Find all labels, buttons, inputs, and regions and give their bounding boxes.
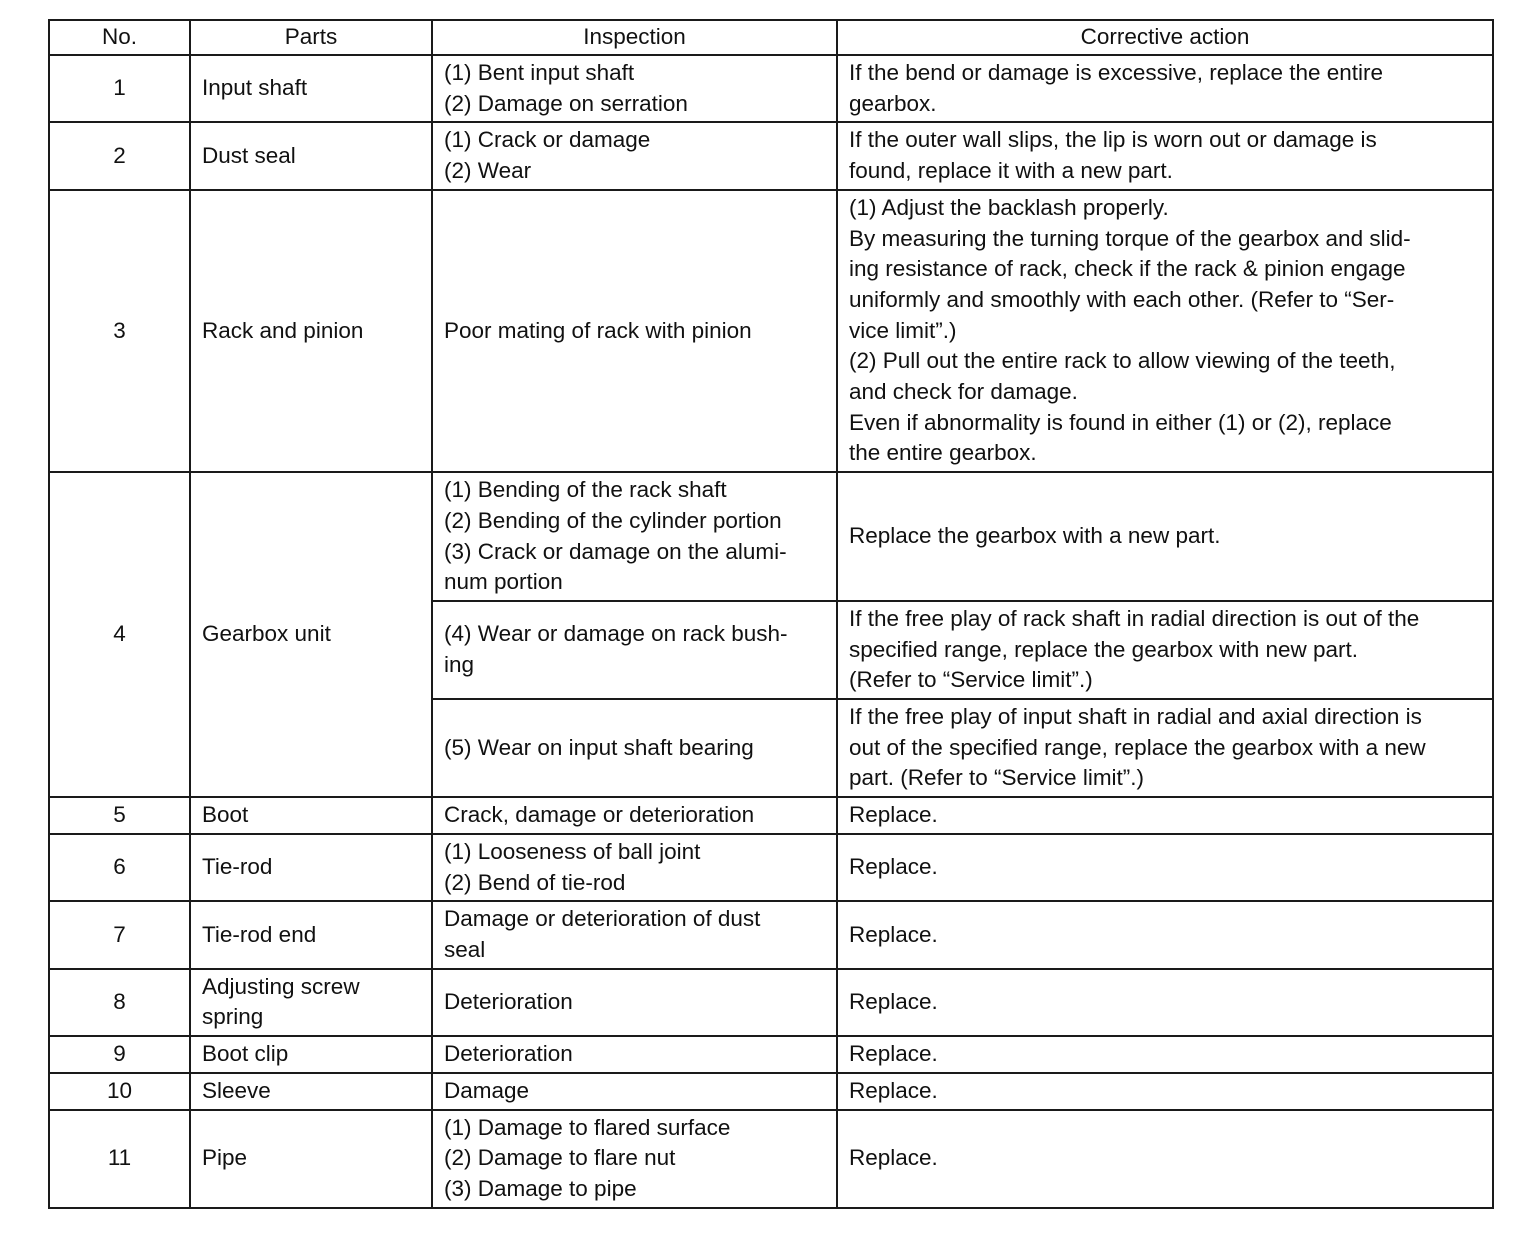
row-number: 9	[49, 1036, 190, 1073]
inspection-cell-line: (3) Damage to pipe	[444, 1175, 637, 1201]
corrective-action-cell-line: ing resistance of rack, check if the rack & pinion engage	[849, 256, 1406, 282]
corrective-action-cell-line: Replace.	[849, 921, 938, 947]
inspection-cell	[432, 122, 837, 189]
inspection-cell-line: Damage	[444, 1077, 530, 1103]
inspection-cell-line: (2) Bend of tie-rod	[444, 869, 626, 895]
part-name-line: Boot	[202, 802, 249, 828]
part-name-line: spring	[202, 1004, 264, 1030]
corrective-action-cell-line: By measuring the turning torque of the gearbox and slid-	[849, 225, 1411, 251]
inspection-cell	[432, 190, 837, 472]
part-name-line: Boot clip	[202, 1041, 289, 1067]
inspection-cell-line: Crack, damage or deterioration	[444, 802, 755, 828]
inspection-cell-line: num portion	[444, 569, 563, 595]
corrective-action-cell-line: Replace.	[849, 1077, 938, 1103]
inspection-cell	[432, 472, 837, 601]
inspection-cell-line: (2) Wear	[444, 158, 532, 184]
inspection-cell-line: (4) Wear or damage on rack bush-	[444, 621, 788, 647]
inspection-cell-line: (3) Crack or damage on the alumi-	[444, 538, 787, 564]
table-row	[49, 1073, 1493, 1110]
header-row	[49, 20, 1493, 55]
row-number: 4	[49, 472, 190, 797]
part-name	[190, 55, 432, 122]
inspection-cell	[432, 699, 837, 797]
inspection-cell	[432, 1073, 837, 1110]
part-name-line: Tie-rod	[202, 854, 273, 880]
part-name	[190, 797, 432, 834]
inspection-cell-line: (1) Damage to flared surface	[444, 1114, 731, 1140]
part-name-line: Dust seal	[202, 142, 296, 168]
inspection-cell-line: Poor mating of rack with pinion	[444, 317, 752, 343]
inspection-cell	[432, 1036, 837, 1073]
table-row	[49, 190, 1493, 472]
part-name	[190, 1073, 432, 1110]
inspection-cell-line: Damage or deterioration of dust	[444, 906, 761, 932]
inspection-table	[48, 19, 1494, 1209]
corrective-action-cell	[837, 901, 1493, 968]
corrective-action-cell	[837, 699, 1493, 797]
corrective-action-cell-line: If the bend or damage is excessive, replace the entire	[849, 60, 1384, 85]
part-name	[190, 190, 432, 472]
corrective-action-cell-line: and check for damage.	[849, 379, 1078, 405]
corrective-action-cell-line: (1) Adjust the backlash properly.	[849, 194, 1169, 220]
part-name-line: Pipe	[202, 1145, 248, 1171]
table-row	[49, 122, 1493, 189]
header-inspection: Inspection	[432, 20, 837, 55]
part-name-line: Tie-rod end	[202, 921, 317, 947]
inspection-cell	[432, 797, 837, 834]
part-name	[190, 1110, 432, 1208]
corrective-action-cell	[837, 55, 1493, 122]
corrective-action-cell-line: out of the specified range, replace the gearbox with a new	[849, 734, 1426, 760]
inspection-cell-line: Deterioration	[444, 989, 573, 1015]
row-number: 10	[49, 1073, 190, 1110]
inspection-cell-line: (1) Looseness of ball joint	[444, 838, 701, 864]
table-row	[49, 969, 1493, 1036]
inspection-cell-line: (2) Damage to flare nut	[444, 1145, 676, 1171]
row-number: 3	[49, 190, 190, 472]
part-name-line: Adjusting screw	[202, 973, 360, 999]
row-number: 1	[49, 55, 190, 122]
corrective-action-cell	[837, 190, 1493, 472]
corrective-action-cell	[837, 1036, 1493, 1073]
corrective-action-cell-line: found, replace it with a new part.	[849, 158, 1173, 184]
part-name-line: Sleeve	[202, 1077, 271, 1103]
part-name	[190, 1036, 432, 1073]
corrective-action-cell	[837, 969, 1493, 1036]
inspection-cell-line: Deterioration	[444, 1041, 573, 1067]
inspection-cell	[432, 55, 837, 122]
row-number: 11	[49, 1110, 190, 1208]
inspection-cell-line: (1) Bending of the rack shaft	[444, 477, 727, 503]
inspection-cell-line: (1) Bent input shaft	[444, 60, 635, 85]
part-name	[190, 834, 432, 901]
inspection-cell-line: (1) Crack or damage	[444, 127, 651, 153]
corrective-action-cell	[837, 601, 1493, 699]
corrective-action-cell	[837, 1073, 1493, 1110]
part-name-line: Input shaft	[202, 75, 308, 101]
corrective-action-cell-line: Replace.	[849, 854, 938, 880]
table-row	[49, 1036, 1493, 1073]
corrective-action-cell-line: Replace.	[849, 989, 938, 1015]
corrective-action-cell-line: gearbox.	[849, 90, 937, 116]
corrective-action-cell-line: Replace the gearbox with a new part.	[849, 523, 1221, 549]
inspection-cell	[432, 601, 837, 699]
part-name	[190, 901, 432, 968]
table-row	[49, 55, 1493, 122]
corrective-action-cell-line: (Refer to “Service limit”.)	[849, 667, 1093, 693]
inspection-cell-line: (2) Damage on serration	[444, 90, 688, 116]
corrective-action-cell	[837, 472, 1493, 601]
row-number: 5	[49, 797, 190, 834]
corrective-action-cell-line: (2) Pull out the entire rack to allow viewing of the teeth,	[849, 348, 1396, 374]
table-row	[49, 1110, 1493, 1208]
corrective-action-cell-line: If the free play of rack shaft in radial direction is out of the	[849, 605, 1420, 631]
part-name	[190, 969, 432, 1036]
table-body	[49, 55, 1493, 1208]
row-number: 6	[49, 834, 190, 901]
header-parts: Parts	[190, 20, 432, 55]
corrective-action-cell	[837, 834, 1493, 901]
corrective-action-cell-line: uniformly and smoothly with each other. (Refer to “Ser-	[849, 286, 1395, 312]
corrective-action-cell-line: If the free play of input shaft in radial and axial direction is	[849, 704, 1422, 730]
corrective-action-cell-line: Replace.	[849, 1041, 938, 1067]
corrective-action-cell-line: part. (Refer to “Service limit”.)	[849, 765, 1145, 791]
row-number: 8	[49, 969, 190, 1036]
table-row	[49, 834, 1493, 901]
inspection-cell-line: ing	[444, 652, 475, 677]
row-number: 7	[49, 901, 190, 968]
corrective-action-cell	[837, 1110, 1493, 1208]
inspection-cell-line: seal	[444, 936, 486, 962]
inspection-cell	[432, 1110, 837, 1208]
corrective-action-cell-line: If the outer wall slips, the lip is worn out or damage is	[849, 127, 1377, 153]
table-row	[49, 797, 1493, 834]
inspection-cell	[432, 901, 837, 968]
corrective-action-cell-line: Even if abnormality is found in either (1) or (2), replace	[849, 409, 1392, 435]
table-row	[49, 472, 1493, 601]
inspection-cell	[432, 834, 837, 901]
inspection-cell-line: (2) Bending of the cylinder portion	[444, 507, 782, 533]
header-no: No.	[49, 20, 190, 55]
inspection-cell-line: (5) Wear on input shaft bearing	[444, 734, 754, 760]
table-row	[49, 901, 1493, 968]
row-number: 2	[49, 122, 190, 189]
part-name-line: Gearbox unit	[202, 621, 331, 647]
part-name-line: Rack and pinion	[202, 317, 364, 343]
corrective-action-cell-line: Replace.	[849, 802, 938, 828]
part-name	[190, 472, 432, 797]
corrective-action-cell	[837, 122, 1493, 189]
corrective-action-cell	[837, 797, 1493, 834]
corrective-action-cell-line: the entire gearbox.	[849, 440, 1037, 466]
corrective-action-cell-line: specified range, replace the gearbox with new part.	[849, 636, 1359, 662]
part-name	[190, 122, 432, 189]
inspection-cell	[432, 969, 837, 1036]
header-corrective-action: Corrective action	[837, 20, 1493, 55]
corrective-action-cell-line: vice limit”.)	[849, 317, 957, 343]
corrective-action-cell-line: Replace.	[849, 1145, 938, 1171]
